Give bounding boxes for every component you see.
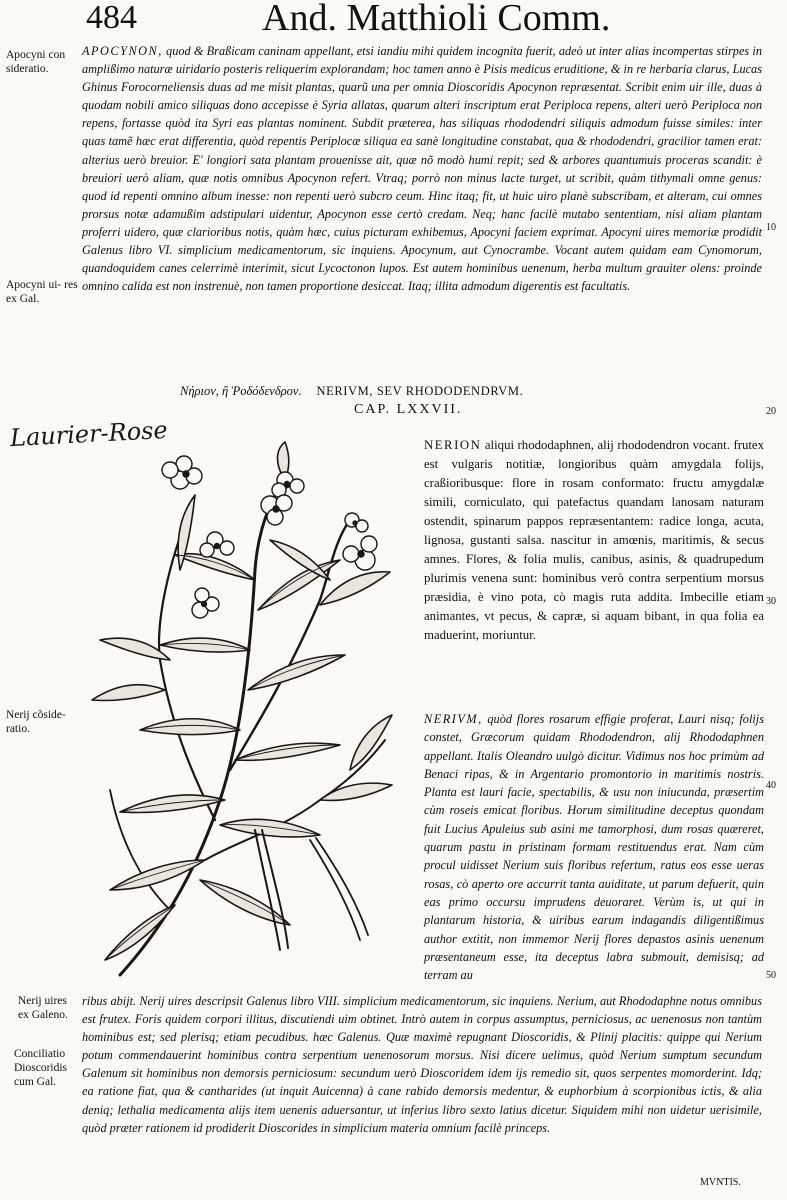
line-number-50: 50 <box>766 970 776 981</box>
chapter-greek-title: Νήριον, ἢ Ῥοδόδενδρον. <box>180 384 302 398</box>
margin-note-conciliatio: Conciliatio Dioscoridis cum Gal. <box>14 1048 68 1088</box>
commentary-text-narrow: quòd flores rosarum effigie proferat, Lauri nisq; folijs constet, Græcorum quidam Rhododendron, alij Rhododaphnen appellant. Italis Oleandro uulgò dicitur. Vidimus nos hoc primùm ad Benaci ripas, & in Argentario promontorio in maritimis nostris. Planta est lauri facie, spectabilis, & usu non iniucunda, præsertim cùm roseis emicat floribus. Horum similitudine deceptus quondam fuit Lucius Apuleius sub asini me tamorphosi, dum rosas quæreret, quarum pastu in pristinam formam restituendus erat. Nam cùm procul uidisset Nerium suis floribus refertum, ratus eos esse ueras rosas, cò aperto ore accurrit tanta auiditate, ut parum defuerit, quin eas primo occursu imprudens deuoraret. Verùm is, ut qui in plantarum historia, & uiribus earum indagandis diligentißimus author extitit, non immemor Nerij flores depastos asinis uenenum præsentaneum esse, ita deceptus labra submouit, demisisq; ad terram au <box>424 712 764 983</box>
margin-note-apocyni-consideratio: Apocyni con sideratio. <box>6 49 66 75</box>
catchword: MVNTIS. <box>700 1177 741 1188</box>
apocynon-lead: APOCYNON, <box>82 44 163 58</box>
nerium-commentary-column <box>424 710 764 984</box>
chapter-title <box>180 384 523 399</box>
oleander-woodcut-illustration <box>80 440 400 990</box>
chapter-latin-title: NERIVM, SEV RHODODENDRVM. <box>316 384 524 398</box>
apocynon-commentary <box>82 42 762 295</box>
margin-note-nerij-vires: Nerij uires ex Galeno. <box>18 995 68 1021</box>
margin-note-nerij-consideratio: Nerij cõside- ratio. <box>6 709 66 735</box>
dioscorides-text <box>424 436 764 645</box>
handwritten-note: Laurier-Rose <box>9 415 169 453</box>
commentary-text-wide: ribus abijt. Nerij uires descripsit Galenus libro VIII. simplicium medicamentorum, sic inquiens. Nerium, aut Rhododaphne notus omnibus est frutex. Foris quidem corpori illitus, discutiendi uim obtinet. Intrò autem in corpus assumptus, perniciosus, ac uenenosus non tantùm hominibus est; sed plerisq; etiam pecudibus. hæc Galenus. Quæ maximè repugnant Dioscoridis, & Plinij placitis: quippe qui Nerium potum commendauerint hominibus contra serpentium uenenosorum morsus. Nisi dicere uelimus, quòd Nerium sumptum secundum Galenum sit hominibus non demorsis perniciosum: secundum uerò Dioscoridem idem ijs remedio sit, quos serpentes momorderint. Idq; ea ratione fiat, qua & cantharides (ut inquit Auicenna) à cane rabido demorsis medentur, & euphorbium à scorpionibus ictis, & alia deniq; lethalia medicamenta alijs item uenenis aduersantur, ut inferius libro sexto latius dicetur. Siquidem mihi non uidetur uerisimile, quòd præter rationem id prodiderit Dioscorides in simplicium materia omnium facilè princeps. <box>82 994 762 1135</box>
dioscorides-body: aliqui rhododaphnen, alij rhododendron vocant. frutex est vulgaris notitiæ, longioribus quàm amygdala folijs, craßioribusque: flore in rosam conformato: fructu amygdalæ simili, corniculato, qui patefactus quandam lanosam naturam ostendit, spinarum pappos repræsentantem: radice longa, acuta, lignosa, gustanti salsa. nascitur in amœnis, maritimis, & secus amnes. Flores, & folia mulis, canibus, asinis, & quadrupedum plurimis venena sunt: hominibus verò contra serpentium morsus præsidia, è vino pota, cò magis ruta addita. Imbecille etiam animantes, vt pecus, & capræ, si aquam bibant, in qua folia ea maduerint, moriuntur. <box>424 438 765 642</box>
chapter-number: CAP. LXXVII. <box>354 402 463 417</box>
page-number: 484 <box>86 0 137 36</box>
line-number-40: 40 <box>766 780 776 791</box>
dioscorides-lead: NERION <box>424 438 482 452</box>
line-number-20: 20 <box>766 406 776 417</box>
apocynon-text: quod & Braßicam caninam appellant, etsi iandiu mihi quidem incognita fuerit, adeò ut inter alias incompertas stirpes in amplißimo naturæ uiridario posteris reliquerim explorandam; hoc tamen anno è Pisis medicus eruditione, & in re herbaria clarus, Lucas Ghinus Forocorneliensis duas ad me misit plantas, quarũ una per omnia Dioscoridis Apocynon repræsentat. Scribit enim uir ille, duas à quodam nobili amico siliquas dono accepisse è Syria allatas, quarum alteri inscriptum erat Periploca repens, alteri uerò Periploca non repens, fortasse quòd ita Syri eas plantas nominent. Subdit præterea, has siliquas rhododendri siliquis admodum fuisse similes: inter quas tamẽ hæc erat differentia, quòd repentis Periplocæ siliqua ea sanè longitudine constabat, qua & rhododendri, gracilior tamen erat: alterius uerò breuior. E' longiori sata plantam prouenisse ait, quæ nõ modò humi repit; sed & arbores quantumuis proceras scandit: è breuiori uerò aliam, quæ notis omnibus Apocynon refert. Vtraq; porrò non minus lacte turget, ut scribit, quàm tithymali omne genus: quod id repenti omnino album inesse: non repenti uerò subcro ceum. Hinc itaq; fit, ut huic uiro planè subscribam, et alteram, cui omnes prorsus notæ adamußim adstipulari uidentur, Apocynon esse certò credam. Neq; hanc facilè mutabo sententiam, nisi aliam plantam proferri uidero, quæ clarioribus notis, quàm hæc, cuius picturam exhibemus, Apocyni faciem exprimat. <box>82 44 762 239</box>
line-number-30: 30 <box>766 596 776 607</box>
apocynon-vires-text: Apocyni uires memoriæ prodidit Galenus libro VI. simplicium medicamentorum, sic inquiens. Apocynum, aut Cynocrambe. Vocant autem quidam eam Cynomorum, quandoquidem canes celerrimè interimit, sicut Lycoctonon lupos. Est autem hominibus uenenum, herba multum grauiter olens: proinde omnino calida est non instrenuè, non tamen proportione desiccat. Itaq; illita admodum digerentis est facultatis. <box>82 224 763 294</box>
nerium-commentary-full <box>82 992 762 1137</box>
line-number-10: 10 <box>766 222 776 233</box>
running-title: And. Matthioli Comm. <box>262 0 611 39</box>
margin-note-apocyni-vires: Apocyni ui- res ex Gal. <box>6 279 78 305</box>
commentary-lead: NERIVM, <box>424 712 483 726</box>
